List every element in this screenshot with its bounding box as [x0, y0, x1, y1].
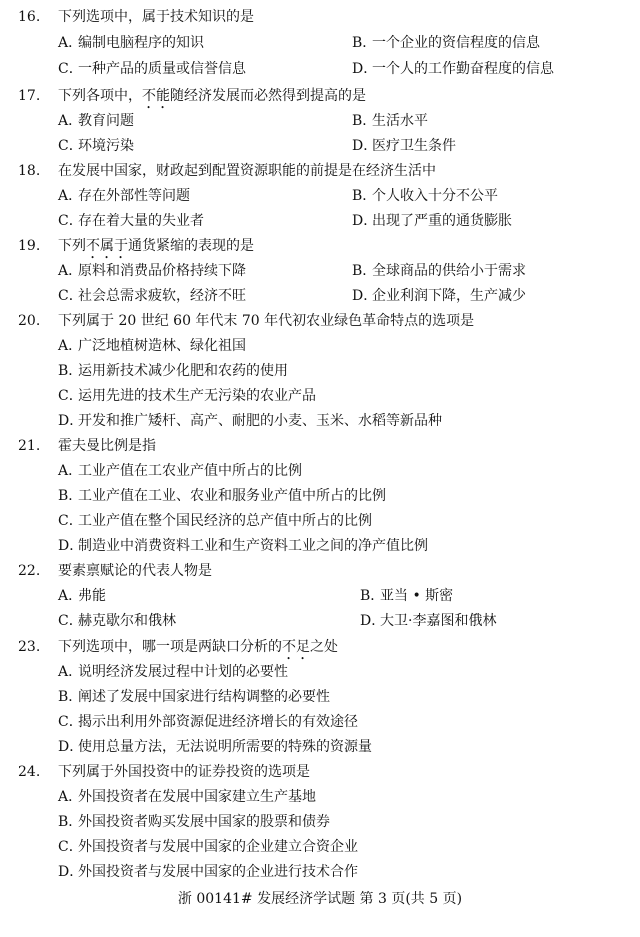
option-b: B．工业产值在工业、农业和服务业产值中所占的比例 — [58, 488, 386, 504]
option-d: D．出现了严重的通货膨胀 — [352, 213, 512, 229]
option-c: C．社会总需求疲软，经济不旺 — [58, 288, 246, 304]
question-stem: 21. 霍夫曼比例是指 — [18, 438, 156, 454]
option-a: A．说明经济发展过程中计划的必要性 — [58, 664, 288, 680]
option-c: C．工业产值在整个国民经济的总产值中所占的比例 — [58, 513, 372, 529]
option-b: B．生活水平 — [352, 113, 428, 129]
option-a: A．原料和消费品价格持续下降 — [58, 263, 246, 279]
option-c: C．一种产品的质量或信誉信息 — [58, 61, 246, 77]
option-a: A．工业产值在工农业产值中所占的比例 — [58, 463, 302, 479]
question-stem: 20. 下列属于 20 世纪 60 年代末 70 年代初农业绿色革命特点的选项是 — [18, 313, 475, 329]
question-stem: 16. 下列选项中，属于技术知识的是 — [18, 9, 254, 25]
question-stem: 18. 在发展中国家，财政起到配置资源职能的前提是在经济生活中 — [18, 163, 436, 179]
option-d: D．大卫·李嘉图和俄林 — [360, 613, 497, 629]
option-c: C．存在着大量的失业者 — [58, 213, 204, 229]
option-b: B．一个企业的资信程度的信息 — [352, 35, 540, 51]
option-b: B．全球商品的供给小于需求 — [352, 263, 526, 279]
option-d: D．企业利润下降，生产减少 — [352, 288, 526, 304]
option-b: B．亚当 • 斯密 — [360, 588, 454, 604]
option-b: B．阐述了发展中国家进行结构调整的必要性 — [58, 689, 330, 705]
option-d: D．一个人的工作勤奋程度的信息 — [352, 61, 554, 77]
option-a: A．存在外部性等问题 — [58, 188, 190, 204]
option-c: C．揭示出利用外部资源促进经济增长的有效途径 — [58, 714, 358, 730]
option-d: D．外国投资者与发展中国家的企业进行技术合作 — [58, 864, 358, 880]
option-a: A．教育问题 — [58, 113, 134, 129]
option-d: D．使用总量方法，无法说明所需要的特殊的资源量 — [58, 739, 372, 755]
question-stem: 17. 下列各项中，不能随经济发展而必然得到提高的是 — [18, 88, 366, 104]
option-a: A．广泛地植树造林、绿化祖国 — [58, 338, 246, 354]
option-d: D．制造业中消费资料工业和生产资料工业之间的净产值比例 — [58, 538, 428, 554]
option-b: B．运用新技术减少化肥和农药的使用 — [58, 363, 288, 379]
option-c: C．外国投资者与发展中国家的企业建立合资企业 — [58, 839, 358, 855]
option-a: A．外国投资者在发展中国家建立生产基地 — [58, 789, 316, 805]
question-stem: 22. 要素禀赋论的代表人物是 — [18, 563, 212, 579]
option-c: C．赫克歇尔和俄林 — [58, 613, 176, 629]
option-c: C．运用先进的技术生产无污染的农业产品 — [58, 388, 316, 404]
question-stem: 24. 下列属于外国投资中的证券投资的选项是 — [18, 764, 310, 780]
page-footer: 浙 00141# 发展经济学试题 第 3 页(共 5 页) — [177, 891, 463, 907]
option-d: D．开发和推广矮杆、高产、耐肥的小麦、玉米、水稻等新品种 — [58, 413, 442, 429]
question-stem: 23. 下列选项中，哪一项是两缺口分析的不足之处 — [18, 639, 338, 655]
option-c: C．环境污染 — [58, 138, 134, 154]
option-b: B．外国投资者购买发展中国家的股票和债券 — [58, 814, 330, 830]
option-a: A．编制电脑程序的知识 — [58, 35, 204, 51]
option-a: A．弗能 — [58, 588, 106, 604]
option-d: D．医疗卫生条件 — [352, 138, 456, 154]
question-stem: 19. 下列不属于通货紧缩的表现的是 — [18, 238, 254, 254]
option-b: B．个人收入十分不公平 — [352, 188, 498, 204]
